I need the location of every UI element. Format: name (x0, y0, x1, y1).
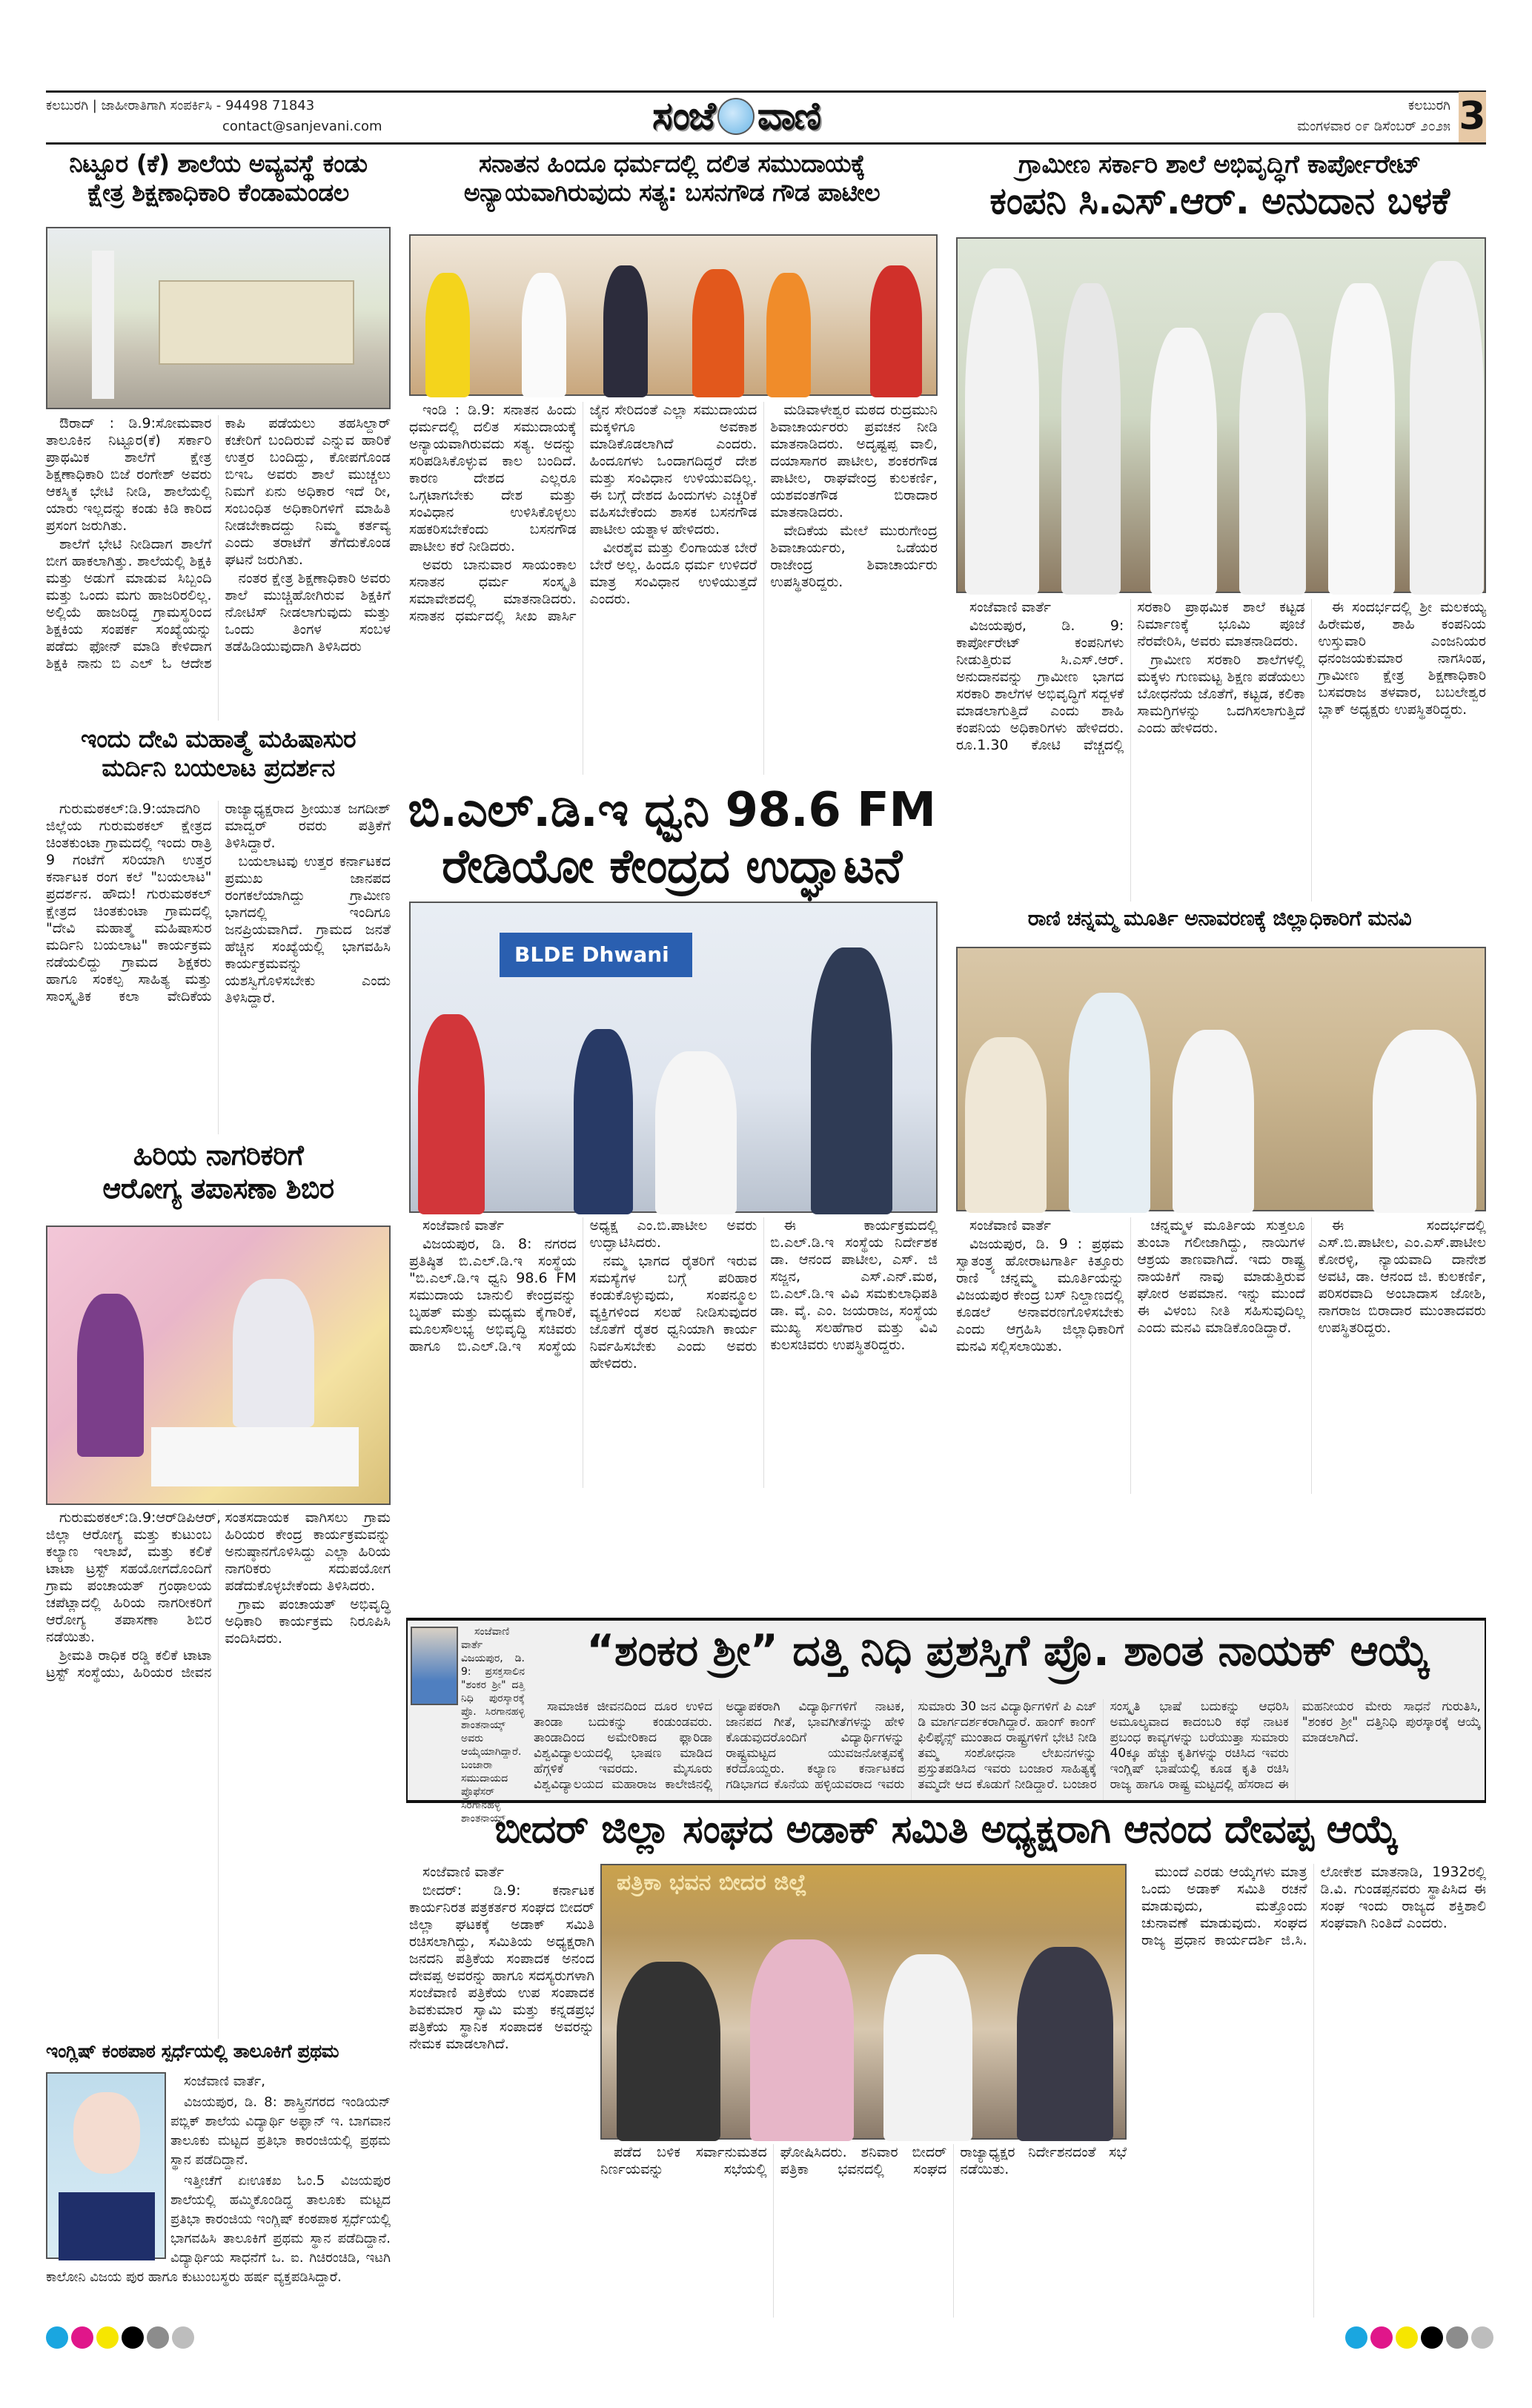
header-bottom-rule (46, 142, 1486, 145)
school-building (159, 280, 354, 365)
article-health-body (46, 1509, 391, 2039)
article-shankar-headline: “ಶಂಕರ ಶ್ರೀ” ದತ್ತಿ ನಿಧಿ ಪ್ರಶಸ್ತಿಗೆ ಪ್ರೊ. ಶಾಂತ ನಾಯಕ್ ಆಯ್ಕೆ (586, 1625, 1430, 1676)
article-shankar-box (406, 1618, 1486, 1825)
person-figure (425, 273, 470, 397)
paragraph: ವಿಜಯಪುರ, ಡಿ. 8: ನಗರದ ಪ್ರತಿಷ್ಠಿತ ಬಿ.ಎಲ್.ಡಿ.ಇ ಸಂಸ್ಥೆಯ "ಬಿ.ಎಲ್.ಡಿ.ಇ ಧ್ವನಿ 98.6 FM ಸಮುದಾಯ ಬಾನುಲಿ ಕೇಂದ್ರವನ್ನು ಬೃಹತ್ ಮತ್ತು ಮಧ್ಯಮ ಕೈಗಾರಿಕೆ, ಮೂಲಸೌಲಭ್ಯ ಅಭಿವೃದ್ಧಿ ಸಚಿವರು ಹಾಗೂ ಬಿ.ಎಲ್.ಡಿ.ಇ ಸಂಸ್ಥೆಯ ಅಧ್ಯಕ್ಷ ಎಂ.ಬಿ.ಪಾಟೀಲ ಅವರು ಉದ್ಘಾಟಿಸಿದರು. (409, 1217, 757, 1354)
person-figure (692, 269, 744, 397)
paragraph: ಸಂಜೆವಾಣಿ ವಾರ್ತೆ ವಿಜಯಪುರ, ಡಿ. 9: ಪ್ರಸಕ್ತಸಾಲಿನ "ಶಂಕರ ಶ್ರೀ" ದತ್ತಿ ನಿಧಿ ಪುರಸ್ಕಾರಕ್ಕೆ ಪ್ರೊ. ಸಿರಗಾನಹಳ್ಳಿ ಶಾಂತನಾಯ್ಕ್ ಅವರು ಆಯ್ಕೆಯಾಗಿದ್ದಾರೆ. ಬಂಜಾರಾ ಸಮುದಾಯದ ಪ್ರೊಫೆಸರ್ ಸಿರಗಾನಹಳ್ಳಿ ಶಾಂತನಾಯ್ಕ್ (461, 1626, 525, 1825)
paragraph: ಅವರು ಬಾನುವಾರ ಸಾಯಂಕಾಲ ಸನಾತನ ಧರ್ಮ ಸಂಸ್ಕೃತಿ ಸಮಾವೇಶದಲ್ಲಿ ಮಾತನಾಡಿದರು. ಸನಾತನ ಧರ್ಮದಲ್ಲಿ ಸೀಖ ಪಾರ್ಸಿ ಜೈನ ಸೇರಿದಂತೆ ಎಲ್ಲಾ ಸಮುದಾಯದ ಮಕ್ಕಳಿಗೂ ಅವಕಾಶ ಮಾಡಿಕೊಡಲಾಗಿದೆ ಎಂದರು. ಹಿಂದೂಗಳು ಒಂದಾಗದಿದ್ದರೆ ದೇಶ ಮತ್ತು ಸಂವಿಧಾನ ಉಳಿಯುವದಿಲ್ಲ. ಈ ಬಗ್ಗೆ ದೇಶದ ಹಿಂದುಗಳು ಎಚ್ಚರಿಕೆ ವಹಿಸಬೇಕೆಂದು ಶಾಸಕ ಬಸನಗೌಡ ಪಾಟೀಲ ಯತ್ನಾಳ ಹೇಳಿದರು. (409, 402, 757, 624)
chennamma-memorandum-photo (956, 947, 1486, 1211)
magenta-dot (71, 2326, 93, 2349)
logo-text-right: ವಾಣಿ (757, 93, 820, 139)
person-figure (1373, 1030, 1476, 1213)
person-figure (766, 273, 811, 397)
person-figure (1017, 1947, 1113, 2141)
lightgray-dot (172, 2326, 194, 2349)
black-dot (122, 2326, 144, 2349)
person-figure (603, 265, 648, 397)
headline-line: ನಿಟ್ಟೂರ (ಕೆ) ಶಾಲೆಯ ಅವ್ಯವಸ್ಥೆ ಕಂಡು (69, 149, 368, 178)
article-bidar-body-middle (600, 2144, 1127, 2318)
person-figure (418, 1014, 485, 1214)
headline-line: ಇಂದು ದೇವಿ ಮಹಾತ್ಮೆ ಮಹಿಷಾಸುರ (80, 724, 357, 753)
article-nittur-body (46, 415, 391, 721)
paragraph: ಪಡೆದ ಬಳಿಕ ಸರ್ವಾನುಮತದ ನಿರ್ಣಯವನ್ನು ಸಭೆಯಲ್ಲಿ ಘೋಷಿಸಿದರು. ಶನಿವಾರ ಬೀದರ್ ಪತ್ರಿಕಾ ಭವನದಲ್ಲಿ ಸಂಘದ ರಾಜ್ಯಾಧ್ಯಕ್ಷರ ನಿರ್ದೇಶನದಂತೆ ಸಭೆ ನಡೆಯಿತು. (600, 2144, 1127, 2177)
globe-icon (717, 98, 755, 135)
article-fm-headline (406, 782, 938, 895)
person-figure (750, 1939, 854, 2141)
header-city-left: ಕಲಬುರಗಿ (46, 98, 89, 113)
person-figure (1239, 313, 1306, 595)
paragraph: ಔರಾದ್ : ಡಿ.9:ಸೋಮವಾರ ತಾಲೂಕಿನ ನಿಟ್ಟೂರ(ಕೆ) ಸರ್ಕಾರಿ ಪ್ರಾಥಮಿಕ ಶಾಲೆಗೆ ಕ್ಷೇತ್ರ ಶಿಕ್ಷಣಾಧಿಕಾರಿ ಬಿಜೆ ರಂಗೇಶ್ ಅವರು ಆಕಸ್ಮಿಕ ಭೇಟಿ ನೀಡಿ, ಶಾಲೆಯಲ್ಲಿ ಯಾರು ಇಲ್ಲದನ್ನು ಕಂಡು ಕಿಡಿ ಕಾರಿದ ಪ್ರಸಂಗ ಜರುಗಿತು. (46, 415, 212, 534)
paragraph: ಸಂಜೆವಾಣಿ ವಾರ್ತೆ (422, 1864, 505, 1880)
article-bayalata-headline (46, 725, 391, 783)
cyan-dot (1345, 2326, 1367, 2349)
header-contact-line: ಜಾಹೀರಾತಿಗಾಗಿ ಸಂಪರ್ಕಿಸಿ - 94498 71843 (101, 98, 315, 113)
person-figure (617, 1962, 720, 2141)
article-nittur-headline (46, 150, 391, 208)
article-csr-headline (953, 150, 1486, 223)
person-figure (233, 1279, 314, 1427)
article-english-headline: ಇಂಗ್ಲಿಷ್ ಕಂಠಪಾಠ ಸ್ಪರ್ಧೆಯಲ್ಲಿ ತಾಲೂಕಿಗೆ ಪ್ರಥಮ (46, 2040, 339, 2062)
paragraph: ಗ್ರಾಮ ಪಂಚಾಯತ್ ಅಭಿವೃದ್ಧಿ ಅಧಿಕಾರಿ ಕಾರ್ಯಕ್ರಮ ನಿರೂಪಿಸಿ ವಂದಿಸಿದರು. (225, 1596, 391, 1647)
gray-dot (147, 2326, 169, 2349)
article-csr-body (956, 599, 1486, 902)
masthead-logo (652, 93, 820, 139)
person-figure (522, 273, 566, 397)
color-registration-left (46, 2326, 197, 2352)
headline-line: ರೇಡಿಯೋ ಕೇಂದ್ರದ ಉದ್ಘಾಟನೆ (442, 839, 902, 894)
headline-line: ಸನಾತನ ಹಿಂದೂ ಧರ್ಮದಲ್ಲಿ ದಲಿತ ಸಮುದಾಯಕ್ಕೆ (479, 149, 865, 178)
paragraph: ಚನ್ನಮ್ಮಳ ಮೂರ್ತಿಯ ಸುತ್ತಲೂ ತುಂಬಾ ಗಲೀಜಾಗಿದ್ದು, ನಾಯಿಗಳ ಆಶ್ರಯ ತಾಣವಾಗಿದೆ. ಇದು ರಾಷ್ಟ್ರ ನಾಯಕಿಗೆ ನಾವು ಮಾಡುತ್ತಿರುವ ಘೋರ ಅಪಮಾನ. ಇನ್ನು ಮುಂದೆ ಈ ವಿಳಂಬ ನೀತಿ ಸಹಿಸುವುದಿಲ್ಲ ಎಂದು ಮನವಿ ಮಾಡಿಕೊಂಡಿದ್ದಾರೆ. (1137, 1217, 1305, 1336)
paragraph: ಶಾಲೆಗೆ ಭೇಟಿ ನೀಡಿದಾಗ ಶಾಲೆಗೆ ಬೀಗ ಹಾಕಲಾಗಿತ್ತು. ಶಾಲೆಯಲ್ಲಿ ಶಿಕ್ಷಕಿ ಮತ್ತು ಅಡುಗೆ ಮಾಡುವ ಸಿಬ್ಬಂದಿ ಮತ್ತು ಒಂದು ಮಗು ಹಾಜರಿರಲಿಲ್ಲ. ಅಲ್ಲಿಯೆ ಹಾಜರಿದ್ದ ಗ್ರಾಮಸ್ಥರಿಂದ ಶಿಕ್ಷಕಿಯ ಸಂಪರ್ಕ ಸಂಖ್ಯೆಯನ್ನು ಪಡೆದು ಫೋನ್ ಮಾಡಿ ಕೇಳಿದಾಗ ಶಿಕ್ಷಕಿ ನಾನು ಬಿ ಎಲ್ ಓ ಆದೇಶ ಕಾಪಿ ಪಡೆಯಲು ತಹಸಿಲ್ದಾರ್ ಕಚೇರಿಗೆ ಬಂದಿರುವೆ ಎನ್ನುವ ಹಾರಿಕೆ ಉತ್ತರ ಬಂದಿದ್ದು, ಕೋಪಗೊಂಡ ಬಿಇಒ ಅವರು ಶಾಲೆ ಮುಚ್ಚಲು ನಿಮಗೆ ಏನು ಅಧಿಕಾರ ಇದೆ ರೀ, ಸಂಬಂಧಿತ ಅಧಿಕಾರಿಗಳಿಗೆ ಮಾಹಿತಿ ನೀಡಬೇಕಾದದ್ದು ನಿಮ್ಮ ಕರ್ತವ್ಯ ಎಂದು ತರಾಟೆಗೆ ತೆಗೆದುಕೊಂಡ ಘಟನೆ ಜರುಗಿತು. (46, 415, 391, 672)
lightgray-dot (1471, 2326, 1493, 2349)
paragraph: ಈ ಸಂದರ್ಭದಲ್ಲಿ ಶ್ರೀ ಮಲಕಯ್ಯ ಹಿರೇಮಠ, ಶಾಹಿ ಕಂಪನಿಯ ಉಸ್ತುವಾರಿ ಎಂಜನಿಯರ ಧನಂಜಯಕುಮಾರ ನಾಗಸಿಂಹ, ಗ್ರಾಮೀಣ ಕ್ಷೇತ್ರ ಶಿಕ್ಷಣಾಧಿಕಾರಿ ಬಸವರಾಜ ತಳವಾರ, ಬಬಲೇಶ್ವರ ಬ್ಲಾಕ್ ಅಧ್ಯಕ್ಷರು ಉಪಸ್ಥಿತರಿದ್ದರು. (1318, 599, 1486, 718)
paragraph: ಸಂಜೆವಾಣಿ ವಾರ್ತೆ, (184, 2074, 265, 2089)
paragraph: ಗುರುಮಠಕಲ್:ಡಿ.9:ಆರ್‌ಡಿಪಿಆರ್, ಜಿಲ್ಲಾ ಆರೋಗ್ಯ ಮತ್ತು ಕುಟುಂಬ ಕಲ್ಯಾಣ ಇಲಾಖೆ, ಮತ್ತು ಕಲಿಕೆ ಟಾಟಾ ಟ್ರಸ್ಟ್ ಸಹಯೋಗದೊಂದಿಗೆ ಗ್ರಾಮ ಪಂಚಾಯತ್ ಗ್ರಂಥಾಲಯ ಚಪೆಟ್ಲಾದಲ್ಲಿ ಹಿರಿಯ ನಾಗರೀಕರಿಗೆ ಆರೋಗ್ಯ ತಪಾಸಣಾ ಶಿಬಿರ ನಡೆಯಿತು. (46, 1509, 222, 1645)
uniform (59, 2192, 155, 2260)
person-figure (883, 1954, 972, 2141)
paragraph: ಇಂಡಿ : ಡಿ.9: ಸನಾತನ ಹಿಂದು ಧರ್ಮದಲ್ಲಿ ದಲಿತ ಸಮುದಾಯಕ್ಕೆ ಅನ್ಯಾಯವಾಗಿರುವದು ಸತ್ಯ. ಅದನ್ನು ಸರಿಪಡಿಸಿಕೊಳ್ಳುವ ಕಾಲ ಬಂದಿದೆ. ಕಾರಣ ದೇಶದ ಎಲ್ಲರೂ ಒಗ್ಗಟಾಗಬೇಕು ದೇಶ ಮತ್ತು ಸಂವಿಧಾನ ಉಳಿಸಿಕೊಳ್ಳಲು ಸಹಕರಿಸಬೇಕೆಂದು ಬಸನಗೌಡ ಪಾಟೀಲ ಕರೆ ನೀಡಿದರು. (409, 402, 577, 555)
yellow-dot (96, 2326, 119, 2349)
paragraph: ಸಾಮಾಜಿಕ ಜೀವನದಿಂದ ದೂರ ಉಳಿದ ತಾಂಡಾ ಬದುಕನ್ನು ಕಂಡುಂಡವರು. ತಾಂಡಾದಿಂದ ಅಮೇರಿಕಾದ ಫ್ಲಾರಿಡಾ ವಿಶ್ವವಿದ್ಯಾಲಯದಲ್ಲಿ ಭಾಷಣ ಮಾಡಿದ ಹೆಗ್ಗಳಿಕೆ ಇವರದು. ಮೈಸೂರು ವಿಶ್ವವಿದ್ಯಾಲಯದ ಮಹಾರಾಜ ಕಾಲೇಜಿನಲ್ಲಿ ಅಧ್ಯಾಪಕರಾಗಿ ವಿದ್ಯಾರ್ಥಿಗಳಿಗೆ ನಾಟಕ, ಜಾನಪದ ಗೀತೆ, ಭಾವಗೀತೆಗಳನ್ನು ಹೇಳಿ ಕೊಡುವುದರೊಂದಿಗೆ ವಿದ್ಯಾರ್ಥಿಗಳನ್ನು ರಾಷ್ಟ್ರಮಟ್ಟದ ಯುವಜನೋತ್ಸವಕ್ಕೆ ಕರೆದೊಯ್ದರು. ಕಲ್ಯಾಣ ಕರ್ನಾಟಕದ ಗಡಿಭಾಗದ ಕೊನೆಯ ಹಳ್ಳಿಯವರಾದ ಇವರು ಸುಮಾರು 30 ಜನ ವಿದ್ಯಾರ್ಥಿಗಳಿಗೆ ಪಿ ಎಚ್ ಡಿ ಮಾರ್ಗದರ್ಶಕರಾಗಿದ್ದಾರೆ. ಹಾಂಗ್ ಕಾಂಗ್ ಫಿಲಿಫೈನ್ಸ್ ಮುಂತಾದ ರಾಷ್ಟ್ರಗಳಿಗೆ ಭೇಟಿ ನೀಡಿ ತಮ್ಮ ಸಂಶೋಧನಾ ಲೇಖನಗಳನ್ನು ಪ್ರಸ್ತುತಪಡಿಸಿದ ಇವರು ಬಂಜಾರ ಸಾಹಿತ್ಯಕ್ಕೆ ತಮ್ಮದೇ ಆದ ಕೊಡುಗೆ ನೀಡಿದ್ದಾರೆ. ಬಂಜಾರ ಸಂಸ್ಕೃತಿ ಭಾಷೆ ಬದುಕನ್ನು ಆಧರಿಸಿ ಅಮೂಲ್ಯವಾದ ಕಾದಂಬರಿ ಕಥೆ ನಾಟಕ ಪ್ರಬಂಧ ಕಾವ್ಯಗಳನ್ನು ಬರೆಯುತ್ತಾ ಸುಮಾರು 40ಕ್ಕೂ ಹೆಚ್ಚು ಕೃತಿಗಳನ್ನು ರಚಿಸಿದ ಇವರು ಇಂಗ್ಲಿಷ್ ಭಾಷೆಯಲ್ಲಿ ಕೂಡ ಕೃತಿ ರಚಿಸಿ ರಾಜ್ಯ ಹಾಗೂ ರಾಷ್ಟ್ರ ಮಟ್ಟದಲ್ಲಿ ಹೆಸರಾದ ಈ ಮಹನೀಯರ ಮೇರು ಸಾಧನೆ ಗುರುತಿಸಿ, "ಶಂಕರ ಶ್ರೀ" ದತ್ತಿನಿಧಿ ಪುರಸ್ಕಾರಕ್ಕೆ ಆಯ್ಕೆ ಮಾಡಲಾಗಿದೆ. (534, 1699, 1481, 1792)
paragraph: ಬೀದರ್: ಡಿ.9: ಕರ್ನಾಟಕ ಕಾರ್ಯನಿರತ ಪತ್ರಕರ್ತರ ಸಂಘದ ಬೀದರ್ ಜಿಲ್ಲಾ ಘಟಕಕ್ಕೆ ಅಡಾಕ್ ಸಮಿತಿ ರಚಿಸಲಾಗಿದ್ದು, ಸಮಿತಿಯ ಅಧ್ಯಕ್ಷರಾಗಿ ಜನದನಿ ಪತ್ರಿಕೆಯ ಸಂಪಾದಕ ಅನಂದ ದೇವಪ್ಪ ಅವರನ್ನು ಹಾಗೂ ಸದಸ್ಯರುಗಳಾಗಿ ಸಂಜೆವಾಣಿ ಪತ್ರಿಕೆಯ ಉಪ ಸಂಪಾದಕ ಶಿವಕುಮಾರ ಸ್ವಾಮಿ ಮತ್ತು ಕನ್ನಡಪ್ರಭ ಪತ್ರಿಕೆಯ ಸ್ಥಾನಿಕ ಸಂಪಾದಕ ಅವರನ್ನು ನೇಮಕ ಮಾಡಲಾಗಿದೆ. (409, 1882, 594, 2052)
paragraph: ವಿಜಯಪುರ, ಡಿ. 9 : ಪ್ರಥಮ ಸ್ವಾತಂತ್ರ್ಯ ಹೋರಾಟಗಾರ್ತಿ ಕಿತ್ತೂರು ರಾಣಿ ಚನ್ನಮ್ಮ ಮೂರ್ತಿಯನ್ನು ವಿಜಯಪುರ ಕೇಂದ್ರ ಬಸ್ ನಿಲ್ದಾಣದಲ್ಲಿ ಕೂಡಲೆ ಅನಾವರಣಗೊಳಿಸಬೇಕು ಎಂದು ಆಗ್ರಹಿಸಿ ಜಿಲ್ಲಾಧಿಕಾರಿಗೆ ಮನವಿ ಸಲ್ಲಿಸಲಾಯಿತು. (956, 1236, 1124, 1354)
patrika-bhavan-banner: ಪತ್ರಿಕಾ ಭವನ ಬೀದರ ಜಿಲ್ಲೆ (617, 1870, 807, 1896)
paragraph: ಬಯಲಾಟವು ಉತ್ತರ ಕರ್ನಾಟಕದ ಪ್ರಮುಖ ಜಾನಪದ ರಂಗಕಲೆಯಾಗಿದ್ದು ಗ್ರಾಮೀಣ ಭಾಗದಲ್ಲಿ ಇಂದಿಗೂ ಜನಪ್ರಿಯವಾಗಿದೆ. ಗ್ರಾಮದ ಜನತೆ ಹೆಚ್ಚಿನ ಸಂಖ್ಯೆಯಲ್ಲಿ ಭಾಗವಹಿಸಿ ಕಾರ್ಯಕ್ರಮವನ್ನು ಯಶಸ್ವಿಗೊಳಿಸಬೇಕು ಎಂದು ತಿಳಿಸಿದ್ದಾರೆ. (225, 853, 391, 1006)
header-date: ಮಂಗಳವಾರ ೦೯ ಡಿಸೆಂಬರ್ ೨೦೨೫ (1297, 119, 1450, 134)
paragraph: ಗ್ರಾಮೀಣ ಸರಕಾರಿ ಶಾಲೆಗಳಲ್ಲಿ ಮಕ್ಕಳು ಗುಣಮಟ್ಟ ಶಿಕ್ಷಣ ಪಡೆಯಲು ಬೋಧನೆಯ ಜೊತೆಗೆ, ಕಟ್ಟಡ, ಕಲಿಕಾ ಸಾಮಗ್ರಿಗಳನ್ನು ಒದಗಿಸಲಾಗುತ್ತಿದೆ ಎಂದು ಹೇಳಿದರು. (1137, 652, 1305, 736)
shanta-nayak-portrait (411, 1627, 458, 1705)
paragraph: ವಿಜಯಪುರ, ಡಿ. 9: ಕಾರ್ಪೋರೇಟ್ ಕಂಪನಿಗಳು ನೀಡುತ್ತಿರುವ ಸಿ.ಎಸ್.ಆರ್. ಅನುದಾನವನ್ನು ಗ್ರಾಮೀಣ ಭಾಗದ ಸರಕಾರಿ ಶಾಲೆಗಳ ಅಭಿವೃದ್ಧಿಗೆ ಸದ್ಬಳಕೆ ಮಾಡಲಾಗುತ್ತಿದೆ ಎಂದು ಶಾಹಿ ಕಂಪನಿಯ ಅಧಿಕಾರಿಗಳು ಹೇಳಿದರು. ರೂ.1.30 ಕೋಟಿ ವೆಚ್ಚದಲ್ಲಿ ಸರಕಾರಿ ಪ್ರಾಥಮಿಕ ಶಾಲೆ ಕಟ್ಟಡ ನಿರ್ಮಾಣಕ್ಕೆ ಭೂಮಿ ಪೂಜೆ ನೆರವೇರಿಸಿ, ಅವರು ಮಾತನಾಡಿದರು. (956, 599, 1305, 753)
shankar-intro (461, 1625, 525, 1825)
csr-event-photo (956, 237, 1486, 593)
gate-pillar (92, 251, 114, 399)
logo-text-left: ಸಂಜೆ (652, 93, 714, 139)
person-figure (1069, 993, 1150, 1213)
headline-line: ಬಿ.ಎಲ್.ಡಿ.ಇ ಧ್ವನಿ 98.6 FM (408, 783, 936, 838)
article-english-body (46, 2072, 391, 2317)
black-dot (1421, 2326, 1443, 2349)
headline-line: ಮರ್ದಿನಿ ಬಯಲಾಟ ಪ್ರದರ್ಶನ (102, 752, 335, 782)
header-email: contact@sanjevani.com (222, 119, 382, 134)
blde-banner: BLDE Dhwani (500, 933, 692, 977)
headline-line: ಕಂಪನಿ ಸಿ.ಎಸ್.ಆರ್. ಅನುದಾನ ಬಳಕೆ (989, 179, 1450, 223)
paragraph: ಮಡಿವಾಳೇಶ್ವರ ಮಠದ ರುದ್ರಮುನಿ ಶಿವಾಚಾರ್ಯರರು ಪ್ರವಚನ ನೀಡಿ ಮಾತನಾಡಿದರು. ಅದೃಷ್ಟಪ್ಪ ವಾಲಿ, ದಯಾಸಾಗರ ಪಾಟೀಲ, ಶಂಕರಗೌಡ ಪಾಟೀಲ, ರಾಘವೇಂದ್ರ ಕುಲಕರ್ಣಿ, ಯಶವಂತಗೌಡ ಬಿರಾದಾರ ಮಾತನಾಡಿದರು. (770, 402, 938, 520)
person-figure (965, 1037, 1047, 1213)
header-city-right: ಕಲಬುರಗಿ (1407, 98, 1450, 113)
table (151, 1427, 359, 1486)
school-photo (46, 227, 391, 409)
gray-dot (1446, 2326, 1468, 2349)
color-registration-right (1345, 2326, 1496, 2352)
paragraph: ವೇದಿಕೆಯ ಮೇಲೆ ಮುರುಗೇಂದ್ರ ಶಿವಾಚಾರ್ಯರು, ಒಡೆಯರ ರಾಜೇಂದ್ರ ಶಿವಾಚಾರ್ಯರು ಉಪಸ್ಥಿತರಿದ್ದರು. (770, 523, 938, 590)
person-figure (1150, 328, 1217, 595)
article-sanatana-body (409, 402, 938, 775)
person-figure (77, 1294, 144, 1457)
paragraph: ವಿಜಯಪುರ, ಡಿ. 8: ಶಾಸ್ತ್ರಿನಗರದ ಇಂಡಿಯನ್ ಪಬ್ಲಿಕ್ ಶಾಲೆಯ ವಿದ್ಯಾರ್ಥಿ ಅಫ್ಘಾನ್ ಇ. ಬಾಗವಾನ ತಾಲೂಕು ಮಟ್ಟದ ಪ್ರತಿಭಾ ಕಾರಂಜಿಯಲ್ಲಿ ಪ್ರಥಮ ಸ್ಥಾನ ಪಡೆದಿದ್ದಾನೆ. (170, 2094, 391, 2168)
article-chennamma-headline: ರಾಣಿ ಚನ್ನಮ್ಮ ಮೂರ್ತಿ ಅನಾವರಣಕ್ಕೆ ಜಿಲ್ಲಾಧಿಕಾರಿಗೆ ಮನವಿ (1027, 906, 1412, 930)
article-sanatana-headline (406, 150, 938, 208)
cyan-dot (46, 2326, 68, 2349)
paragraph: ಈ ಕಾರ್ಯಕ್ರಮದಲ್ಲಿ ಬಿ.ಎಲ್.ಡಿ.ಇ ಸಂಸ್ಥೆಯ ನಿರ್ದೇಶಕ ಡಾ. ಆನಂದ ಪಾಟೀಲ, ಎಸ್. ಜಿ ಸಜ್ಜನ, ಎಸ್.ಎನ್.ಮಠ, ಬಿ.ಎಲ್.ಡಿ.ಇ ವಿವಿ ಸಮಕುಲಾಧಿಪತಿ ಡಾ. ವೈ. ಎಂ. ಜಯರಾಜ, ಸಂಸ್ಥೆಯ ಮುಖ್ಯ ಸಲಹೆಗಾರ ಮತ್ತು ವಿವಿ ಕುಲಸಚಿವರು ಉಪಸ್ಥಿತರಿದ್ದರು. (770, 1217, 938, 1353)
paragraph: ಇತ್ತೀಚೆಗೆ ಏಃಊಕಖ ಓಂ.5 ವಿಜಯಪುರ ಶಾಲೆಯಲ್ಲಿ ಹಮ್ಮಿಕೊಂಡಿದ್ದ ತಾಲೂಕು ಮಟ್ಟದ ಪ್ರತಿಭಾ ಕಾರಂಜಿಯ ಇಂಗ್ಲಿಷ್ ಕಂಠಪಾಠ ಸ್ಪರ್ಧೆಯಲ್ಲಿ ಭಾಗವಹಿಸಿ ತಾಲೂಕಿಗೆ ಪ್ರಥಮ ಸ್ಥಾನ ಪಡೆದಿದ್ದಾನೆ. ವಿದ್ಯಾರ್ಥಿಯ ಸಾಧನೆಗೆ ಒ. ಐ. ಗಿಚಿರಂಚಿಡಿ, ಇಟಗಿ ಕಾಲೋನಿ ವಿಜಯ ಪುರ ಹಾಗೂ ಕುಟುಂಬಸ್ಥರು ಹರ್ಷ ವ್ಯಕ್ತಪಡಿಸಿದ್ದಾರೆ. (46, 2173, 391, 2285)
article-bidar-headline: ಬೀದರ್ ಜಿಲ್ಲಾ ಸಂಘದ ಅಡಾಕ್ ಸಮಿತಿ ಅಧ್ಯಕ್ಷರಾಗಿ ಆನಂದ ದೇವಪ್ಪ ಆಯ್ಕೆ (494, 1807, 1398, 1852)
person-figure (1410, 261, 1484, 595)
paragraph: ನಮ್ಮ ಭಾಗದ ರೈತರಿಗೆ ಇರುವ ಸಮಸ್ಯೆಗಳ ಬಗ್ಗೆ ಪರಿಹಾರ ಕಂಡುಕೊಳ್ಳುವುದು, ಸಂಪನ್ಮೂಲ ವ್ಯಕ್ತಿಗಳಿಂದ ಸಲಹೆ ನೀಡಿಸುವುದರ ಜೊತೆಗೆ ರೈತರ ಧ್ವನಿಯಾಗಿ ಕಾರ್ಯ ನಿರ್ವಹಿಸಬೇಕು ಎಂದು ಅವರು ಹೇಳಿದರು. (589, 1253, 757, 1372)
face (73, 2092, 140, 2174)
header-top-rule (46, 90, 1486, 93)
person-figure (870, 265, 922, 397)
person-figure (811, 947, 892, 1214)
article-health-headline (46, 1139, 391, 1205)
page-number: 3 (1459, 92, 1486, 142)
paragraph: ಈ ಸಂದರ್ಭದಲ್ಲಿ ಎಸ್.ಬಿ.ಪಾಟೀಲ, ಎಂ.ಎಸ್.ಪಾಟೀಲ ಕೋರಳ್ಳಿ, ನ್ಯಾಯವಾದಿ ದಾನೇಶ ಅವಟಿ, ಡಾ. ಆನಂದ ಜಿ. ಕುಲಕರ್ಣಿ, ಪರಿಸರವಾದಿ ಅಂಬಾದಾಸ ಜೋಶಿ, ನಾಗರಾಜ ಬಿರಾದಾರ ಮುಂತಾದವರು ಉಪಸ್ಥಿತರಿದ್ದರು. (1318, 1217, 1486, 1336)
person-figure (574, 1029, 633, 1214)
article-bidar-body-left (409, 1864, 594, 2318)
bidar-felicitation-photo (600, 1864, 1127, 2140)
article-shankar-body (534, 1699, 1481, 1800)
person-figure (965, 268, 1039, 595)
yellow-dot (1396, 2326, 1418, 2349)
article-bidar-body-right (1141, 1864, 1486, 2318)
headline-line: ಆರೋಗ್ಯ ತಪಾಸಣಾ ಶಿಬಿರ (102, 1171, 334, 1205)
paragraph: ವೀರಶೈವ ಮತ್ತು ಲಿಂಗಾಯತ ಬೇರೆ ಬೇರೆ ಅಲ್ಲ. ಹಿಂದೂ ಧರ್ಮ ಉಳಿದರೆ ಮಾತ್ರ ಸಂವಿಧಾನ ಉಳಿಯುತ್ತದೆ ಎಂದರು. (589, 540, 757, 607)
headline-line: ಅನ್ಯಾಯವಾಗಿರುವುದು ಸತ್ಯ: ಬಸನಗೌಡ ಗೌಡ ಪಾಟೀಲ (463, 177, 881, 207)
person-figure (1061, 283, 1121, 595)
article-chennamma-body (956, 1217, 1486, 1494)
paragraph: ಗುರುಮಠಕಲ್:ಡಿ.9:ಯಾದಗಿರಿ ಜಿಲ್ಲೆಯ ಗುರುಮಠಕಲ್ ಕ್ಷೇತ್ರದ ಚಿಂತಕುಂಟಾ ಗ್ರಾಮದಲ್ಲಿ ಇಂದು ರಾತ್ರಿ 9 ಗಂಟೆಗೆ ಸರಿಯಾಗಿ ಉತ್ತರ ಕರ್ನಾಟಕ ರಂಗ ಕಲೆ "ಬಯಲಾಟ" ಪ್ರದರ್ಶನ. ಹೌದು! ಗುರುಮಠಕಲ್ ಕ್ಷೇತ್ರದ ಚಿಂತಕುಂಟಾ ಗ್ರಾಮದಲ್ಲಿ "ದೇವಿ ಮಹಾತ್ಮೆ ಮಹಿಷಾಸುರ ಮರ್ದಿನಿ ಬಯಲಾಟ" ಕಾರ್ಯಕ್ರಮ ನಡೆಯಲಿದ್ದು ಗ್ರಾಮದ ಶಿಕ್ಷಕರು ಹಾಗೂ ಸಂಕಲ್ಪ ಸಾಹಿತ್ಯ ಮತ್ತು ಸಾಂಸ್ಕೃತಿಕ ಕಲಾ ವೇದಿಕೆಯ ರಾಜ್ಯಾಧ್ಯಕ್ಷರಾದ ಶ್ರೀಯುತ ಜಗದೀಶ್ ಮಾದ್ವರ್ ರವರು ಪತ್ರಿಕೆಗೆ ತಿಳಿಸಿದ್ದಾರೆ. (46, 801, 391, 1005)
health-camp-photo (46, 1226, 391, 1505)
headline-line: ಗ್ರಾಮೀಣ ಸರ್ಕಾರಿ ಶಾಲೆ ಅಭಿವೃದ್ಧಿಗೆ ಕಾರ್ಪೋರೇಟ್ (1018, 150, 1421, 179)
article-bayalata-body (46, 801, 391, 1134)
paragraph: ಶ್ರೀಮತಿ ರಾಧಿಕ ರಡ್ಡಿ ಕಲಿಕೆ ಟಾಟಾ ಟ್ರಸ್ಟ್ ಸಂಸ್ಥೆಯು, ಹಿರಿಯರ ಜೀವನ ಸಂತಸದಾಯಕ ವಾಗಿಸಲು ಗ್ರಾಮ ಹಿರಿಯರ ಕೇಂದ್ರ ಕಾರ್ಯಕ್ರಮವನ್ನು ಅನುಷ್ಠಾನಗೊಳಿಸಿದ್ದು ಎಲ್ಲಾ ಹಿರಿಯ ನಾಗರಿಕರು ಸದುಪಯೋಗ ಪಡೆದುಕೊಳ್ಳಬೇಕೆಂದು ತಿಳಿಸಿದರು. (46, 1509, 391, 1681)
fm-inauguration-photo (409, 902, 938, 1213)
paragraph: ಸಂಜೆವಾಣಿ ವಾರ್ತೆ (969, 1217, 1052, 1234)
magenta-dot (1370, 2326, 1393, 2349)
headline-line: ಹಿರಿಯ ನಾಗರಿಕರಿಗೆ (133, 1139, 304, 1171)
paragraph: ಸಂಜೆವಾಣಿ ವಾರ್ತೆ (969, 599, 1052, 615)
student-photo (46, 2072, 166, 2259)
paragraph: ಮುಂದೆ ಎರಡು ಆಯ್ಕೆಗಳು ಮಾತ್ರ ಒಂದು ಅಡಾಕ್ ಸಮಿತಿ ರಚನೆ ಮಾಡುವುದು, ಮತ್ತೊಂದು ಚುನಾವಣೆ ಮಾಡುವುದು. ಸಂಘದ ರಾಜ್ಯ ಪ್ರಧಾನ ಕಾರ್ಯದರ್ಶಿ ಜಿ.ಸಿ. ಲೋಕೇಶ ಮಾತನಾಡಿ, 1932ರಲ್ಲಿ ಡಿ.ವಿ. ಗುಂಡಪ್ಪನವರು ಸ್ಥಾಪಿಸಿದ ಈ ಸಂಘ ಇಂದು ರಾಜ್ಯದ ಶಕ್ತಿಶಾಲಿ ಸಂಘವಾಗಿ ನಿಂತಿದೆ ಎಂದರು. (1141, 1864, 1486, 1948)
person-figure (1328, 283, 1395, 595)
person-figure (1173, 1030, 1254, 1213)
sanatana-event-photo (409, 234, 938, 396)
person-figure (655, 1051, 737, 1214)
paragraph: ಸಂಜೆವಾಣಿ ವಾರ್ತೆ (422, 1217, 505, 1234)
paragraph: ನಂತರ ಕ್ಷೇತ್ರ ಶಿಕ್ಷಣಾಧಿಕಾರಿ ಅವರು ಶಾಲೆ ಮುಚ್ಚಿಹೋಗಿರುವ ಶಿಕ್ಷಕಿಗೆ ನೋಟಿಸ್ ನೀಡಲಾಗುವುದು ಮತ್ತು ಒಂದು ತಿಂಗಳ ಸಂಬಳ ತಡೆಹಿಡಿಯುವುದಾಗಿ ತಿಳಿಸಿದರು (225, 570, 391, 655)
headline-line: ಕ್ಷೇತ್ರ ಶಿಕ್ಷಣಾಧಿಕಾರಿ ಕೆಂಡಾಮಂಡಲ (87, 177, 349, 207)
header-contact: ಕಲಬುರಗಿ | ಜಾಹೀರಾತಿಗಾಗಿ ಸಂಪರ್ಕಿಸಿ - 94498 71843 (46, 98, 315, 113)
article-fm-body (409, 1217, 938, 1488)
